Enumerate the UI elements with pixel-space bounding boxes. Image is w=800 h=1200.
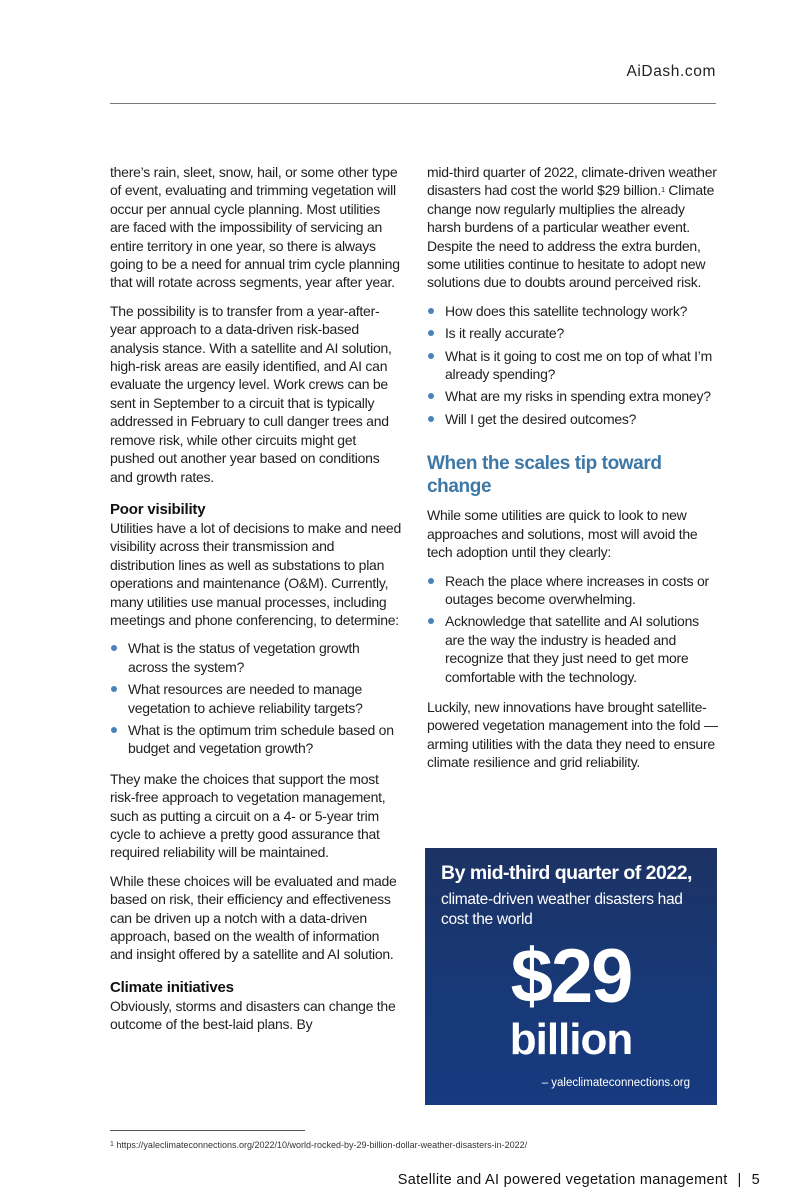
list-item: What is the status of vegetation growth across the system? <box>110 639 402 676</box>
paragraph <box>427 163 719 292</box>
callout-amount: $29 <box>510 934 632 1019</box>
list-item: How does this satellite technology work? <box>427 302 719 320</box>
site-name: AiDash.com <box>626 63 716 80</box>
paragraph: They make the choices that support the most risk-free approach to vegetation management, such as putting a circuit on a 4- or 5-year trim cycle to achieve a pretty good assurance that required reliability will be maintained. <box>110 770 386 861</box>
paragraph: While these choices will be evaluated and made based on risk, their efficiency and effectiveness can be driven up a notch with a data-driven approach, based on the wealth of information and insight offered by a satellite and AI solution. <box>110 872 397 963</box>
right-column <box>427 163 719 782</box>
section-heading-climate-initiatives: Climate initiatives <box>110 978 234 996</box>
list-item: Is it really accurate? <box>427 324 719 342</box>
section-heading-scales-tip: When the scales tip toward change <box>427 453 662 498</box>
callout-source: – yaleclimateconnections.org <box>541 1077 690 1089</box>
section-heading-poor-visibility: Poor visibility <box>110 500 206 518</box>
footnote-divider <box>110 1130 305 1131</box>
list-item: What is it going to cost me on top of what I’m already spending? <box>427 347 719 384</box>
page-number: 5 <box>751 1172 760 1188</box>
paragraph: Luckily, new innovations have brought satellite-powered vegetation management into the fold — arming utilities with the data they need to ensure climate resilience and grid reliability. <box>427 698 718 771</box>
list-item: What is the optimum trim schedule based on budget and vegetation growth? <box>110 721 402 758</box>
list-item: What resources are needed to manage vegetation to achieve reliability targets? <box>110 680 402 717</box>
bullet-list-conditions <box>427 572 719 686</box>
footnote-mark: 1 <box>110 1141 114 1148</box>
paragraph: Utilities have a lot of decisions to make and need visibility across their transmission and distribution lines as well as substations to plan operations and maintenance (O&M). Currently, many utilities use manual processes, including meetings and phone conferencing, to determine: <box>110 519 402 628</box>
callout-unit: billion <box>509 1015 633 1064</box>
list-item: What are my risks in spending extra money? <box>427 387 719 405</box>
footnote <box>110 1140 527 1150</box>
list-item: Reach the place where increases in costs or outages become overwhelming. <box>427 572 719 609</box>
paragraph: While some utilities are quick to look to new approaches and solutions, most will avoid the tech adoption until they clearly: <box>427 507 698 561</box>
paragraph-text: Climate change now regularly multiplies the already harsh burdens of a particular weather event. Despite the need to address the extra burden, some utilities continue to hesitate to adopt new solutions due to doubts around perceived risk. <box>427 182 715 291</box>
list-item: Will I get the desired outcomes? <box>427 410 719 428</box>
bullet-list-doubts <box>427 302 719 428</box>
bullet-list-questions <box>110 639 402 757</box>
list-item: Acknowledge that satellite and AI solutions are the way the industry is headed and recognize that they just need to get more comfortable with the technology. <box>427 612 719 686</box>
paragraph: there’s rain, sleet, snow, hail, or some other type of event, evaluating and trimming vegetation will occur per annual cycle planning. Most utilities are faced with the impossibility of servicing an entire territory in one year, so there is always going to be a need for annual trim cycle planning that will rotate across segments, year after year. <box>110 164 400 291</box>
stat-callout-box <box>425 848 717 1105</box>
paragraph: The possibility is to transfer from a year-after-year approach to a data-driven risk-based analysis stance. With a satellite and AI solution, high-risk areas are easily identified, and AI can evaluate the urgency level. Work crews can be sent in September to a circuit that is typically addressed in February to cull danger trees and remove risk, while other circuits might get pushed out another year based on conditions and growth rates. <box>110 302 392 485</box>
footer-title: Satellite and AI powered vegetation management <box>397 1172 728 1188</box>
left-column <box>110 163 402 1044</box>
footnote-url: https://yaleclimateconnections.org/2022/10/world-rocked-by-29-billion-dollar-weather-disasters-in-2022/ <box>116 1140 528 1150</box>
page-footer <box>398 1172 760 1188</box>
paragraph-text: mid-third quarter of 2022, climate-driven weather disasters had cost the world $29 billion. <box>427 164 717 199</box>
header-divider <box>110 103 716 104</box>
paragraph: Obviously, storms and disasters can change the outcome of the best-laid plans. By <box>110 997 396 1033</box>
footnote-reference: 1 <box>661 187 665 195</box>
callout-heading: By mid-third quarter of 2022, <box>441 862 692 884</box>
callout-subtext: climate-driven weather disasters had cost the world <box>441 891 683 928</box>
footer-separator: | <box>737 1172 742 1188</box>
